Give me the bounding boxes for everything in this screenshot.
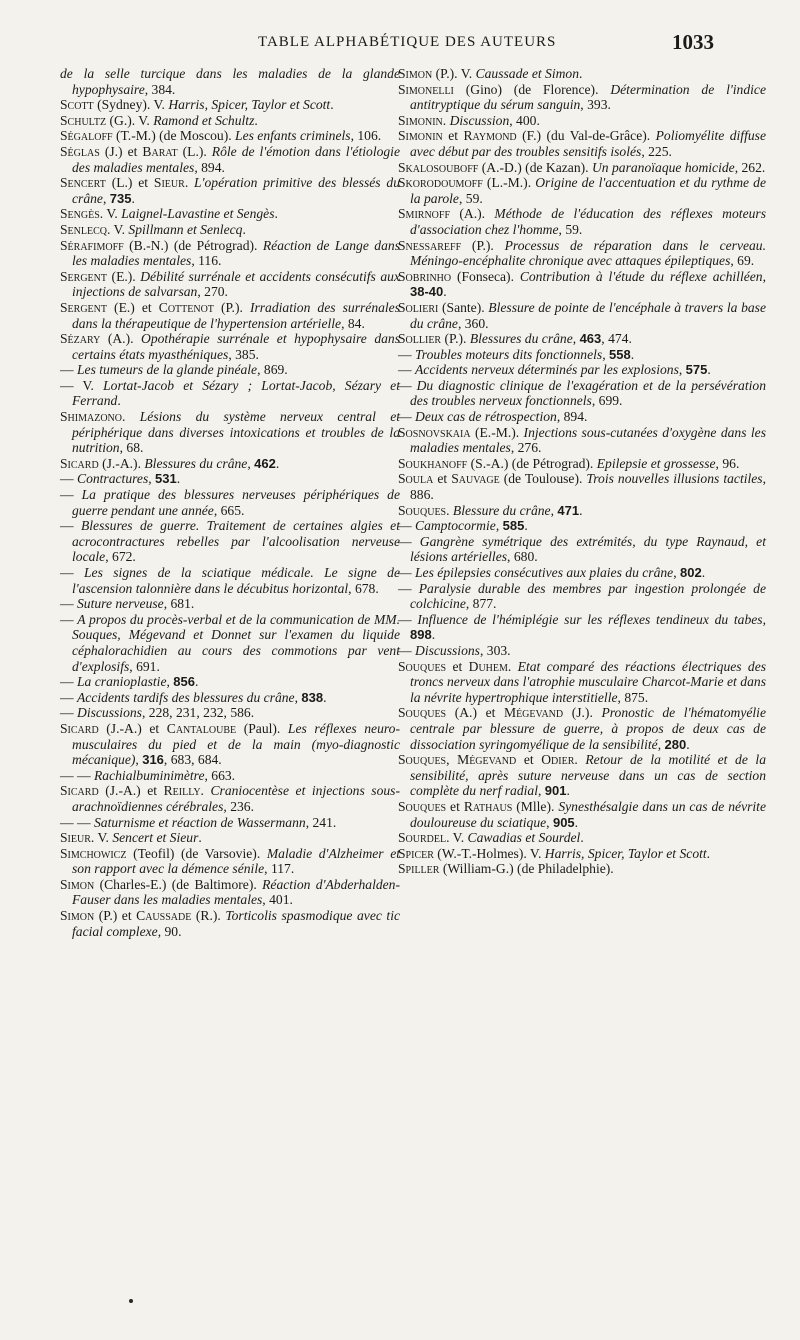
left-column: [60, 66, 400, 939]
index-entry: — Gangrène symétrique des extrémités, du type Raynaud, et lésions artérielles, 680.: [398, 533, 766, 565]
index-entry: Sicard (J.-A.). Blessures du crâne, 462.: [60, 455, 280, 471]
index-entry: Simon (Charles-E.) (de Baltimore). Réaction d'Abderhalden-Fauser dans les maladies mentales, 401.: [60, 876, 401, 908]
index-entry: Solieri (Sante). Blessure de pointe de l'encéphale à travers la base du crâne, 360.: [398, 299, 767, 331]
index-entry: — Camptocormie, 585.: [398, 518, 528, 534]
index-entry: Simon (P.). V. Caussade et Simon.: [398, 66, 583, 81]
index-entry: — Blessures de guerre. Traitement de certaines algies et acrocontractures rebelles par l'alcoolisation nerveuse locale, 672.: [60, 518, 400, 565]
right-column: [398, 66, 766, 877]
index-entry: — Discussions, 303.: [398, 642, 511, 658]
index-entry: Sosnovskaia (E.-M.). Injections sous-cutanées d'oxygène dans les maladies mentales, 276.: [398, 424, 767, 456]
index-entry: Spiller (William-G.) (de Philadelphie).: [398, 861, 614, 877]
index-entry: Skalosouboff (A.-D.) (de Kazan). Un paranoïaque homicide, 262.: [398, 159, 766, 175]
index-entry: Sézary (A.). Opothérapie surrénale et hypophysaire dans certains états myasthéniques, 385.: [60, 331, 401, 362]
index-entry: — — Rachialbuminimètre, 663.: [60, 767, 236, 783]
index-entry: — Les épilepsies consécutives aux plaies du crâne, 802.: [398, 565, 706, 580]
index-entry: Simon (P.) et Caussade (R.). Torticolis spasmodique avec tic facial complexe, 90.: [60, 908, 401, 939]
index-entry: Senlecq. V. Spillmann et Senlecq.: [60, 221, 246, 237]
index-entry: Ségaloff (T.-M.) (de Moscou). Les enfants criminels, 106.: [60, 128, 382, 144]
index-entry: Soula et Sauvage (de Toulouse). Trois nouvelles illusions tactiles, 886.: [398, 471, 767, 503]
index-entry: — V. Lortat-Jacob et Sézary ; Lortat-Jacob, Sézary et Ferrand.: [60, 377, 400, 409]
index-entry: Soukhanoff (S.-A.) (de Pétrograd). Epilepsie et grossesse, 96.: [398, 455, 740, 471]
index-entry: Sicard (J.-A.) et Reilly. Craniocentèse et injections sous-arachnoïdiennes cérébrales, 236.: [60, 783, 400, 814]
index-entry: Sérafimoff (B.-N.) (de Pétrograd). Réaction de Lange dans les maladies mentales, 116.: [60, 237, 400, 269]
index-entry: — Deux cas de rétrospection, 894.: [398, 409, 588, 425]
index-entry: Simonin. Discussion, 400.: [398, 112, 540, 128]
index-entry: Simonin et Raymond (F.) (du Val-de-Grâce). Poliomyélite diffuse avec début par des troubles sensitifs isolés, 225.: [398, 128, 766, 159]
index-entry: — Troubles moteurs dits fonctionnels, 558.: [398, 346, 635, 362]
index-entry: — Du diagnostic clinique de l'exagération et de la persévération des troubles nerveux fonctionnels, 699.: [398, 377, 766, 409]
index-entry: Sollier (P.). Blessures du crâne, 463, 474.: [398, 331, 632, 347]
index-entry: Souques et Duhem. Etat comparé des réactions électriques des troncs nerveux dans l'atrophie musculaire Charcot-Marie et dans la névrite hypertrophique interstitielle, 875.: [398, 658, 767, 705]
index-entry: Sobrinho (Fonseca). Contribution à l'étude du réflexe achilléen, 38-40.: [398, 268, 766, 300]
index-entry: Sergent (E.) et Cottenot (P.). Irradiation des surrénales dans la thérapeutique de l'hypertension artérielle, 84.: [60, 299, 401, 331]
index-entry: — Discussions, 228, 231, 232, 586.: [60, 705, 255, 721]
index-entry: — Accidents tardifs des blessures du crâne, 838.: [60, 689, 327, 705]
index-entry: Sencert (L.) et Sieur. L'opération primitive des blessés du crâne, 735.: [60, 175, 401, 206]
index-entry: Spicer (W.-T.-Holmes). V. Harris, Spicer, Taylor et Scott.: [398, 845, 711, 861]
index-entry: Simonelli (Gino) (de Florence). Détermination de l'indice antitryptique du sérum sanguin, 393.: [398, 81, 766, 113]
index-entry: — Accidents nerveux déterminés par les explosions, 575.: [398, 362, 711, 378]
index-entry: — Les signes de la sciatique médicale. Le signe de l'ascension talonnière dans le décubitus horizontal, 678.: [60, 565, 400, 596]
index-entry: Souques. Blessure du crâne, 471.: [398, 502, 583, 518]
index-entry: Souques (A.) et Mégevand (J.). Pronostic de l'hématomyélie centrale par blessure de guerre, à propos de deux cas de dissociation syringomyélique de la sensibilité, 280.: [398, 705, 766, 752]
index-entry: — Contractures, 531.: [60, 471, 181, 487]
index-entry: — La pratique des blessures nerveuses périphériques de guerre pendant une année, 665.: [60, 487, 400, 518]
index-entry: Simchowicz (Teofil) (de Varsovie). Maladie d'Alzheimer et son rapport avec la démence sénile, 117.: [60, 845, 401, 877]
index-entry: Scott (Sydney). V. Harris, Spicer, Taylor et Scott.: [60, 97, 334, 113]
index-entry: Schultz (G.). V. Ramond et Schultz.: [60, 112, 258, 128]
index-entry: Souques, Mégevand et Odier. Retour de la motilité et de la sensibilité, après suture nerveuse dans un cas de section complète du nerf radial, 901.: [398, 752, 767, 799]
index-entry: Sengès. V. Laignel-Lavastine et Sengès.: [60, 206, 278, 222]
index-entry: Sourdel. V. Cawadias et Sourdel.: [398, 830, 584, 846]
index-entry: — Influence de l'hémiplégie sur les réflexes tendineux du tabes, 898.: [398, 611, 766, 643]
page-number: 1033: [672, 30, 714, 54]
index-entry: — La cranioplastie, 856.: [60, 674, 199, 690]
index-entry: Shimazono. Lésions du système nerveux central et périphérique dans diverses intoxications et troubles de la nutrition, 68.: [60, 409, 401, 456]
index-entry: Snessareff (P.). Processus de réparation dans le cerveau. Méningo-encéphalite chronique avec attaques épileptiques, 69.: [398, 237, 766, 269]
index-entry: — Les tumeurs de la glande pinéale, 869.: [60, 362, 288, 378]
index-entry: — Suture nerveuse, 681.: [60, 596, 195, 612]
index-entry: — A propos du procès-verbal et de la communication de MM. Souques, Mégevand et Donnet sur l'examen du liquide céphalorachidien au cours des commotions par vent d'explosifs, 691.: [60, 611, 400, 674]
index-entry: — — Saturnisme et réaction de Wassermann, 241.: [60, 814, 337, 830]
index-entry: — Paralysie durable des membres par ingestion prolongée de colchicine, 877.: [398, 580, 766, 612]
index-entry: Séglas (J.) et Barat (L.). Rôle de l'émotion dans l'étiologie des maladies mentales, 894.: [60, 143, 400, 175]
ink-speck: [129, 1299, 133, 1303]
index-entry: Skorodoumoff (L.-M.). Origine de l'accentuation et du rythme de la parole, 59.: [398, 175, 767, 206]
index-entry: Smirnoff (A.). Méthode de l'éducation des réflexes moteurs d'association chez l'homme, 59.: [398, 206, 766, 237]
running-title: TABLE ALPHABÉTIQUE DES AUTEURS: [258, 34, 557, 50]
index-entry: Sergent (E.). Débilité surrénale et accidents consécutifs aux injections de salvarsan, 270.: [60, 268, 400, 300]
page-header: [0, 30, 800, 56]
index-entry: Sieur. V. Sencert et Sieur.: [60, 830, 202, 846]
index-entry: Sicard (J.-A.) et Cantaloube (Paul). Les réflexes neuro-musculaires du pied et de la main (myo-diagnostic mécanique), 316, 683, 684.: [60, 720, 400, 768]
index-entry: de la selle turcique dans les maladies de la glande hypophysaire, 384.: [60, 66, 400, 97]
index-entry: Souques et Rathaus (Mlle). Synesthésalgie dans un cas de névrite douloureuse du sciatique, 905.: [398, 798, 766, 830]
